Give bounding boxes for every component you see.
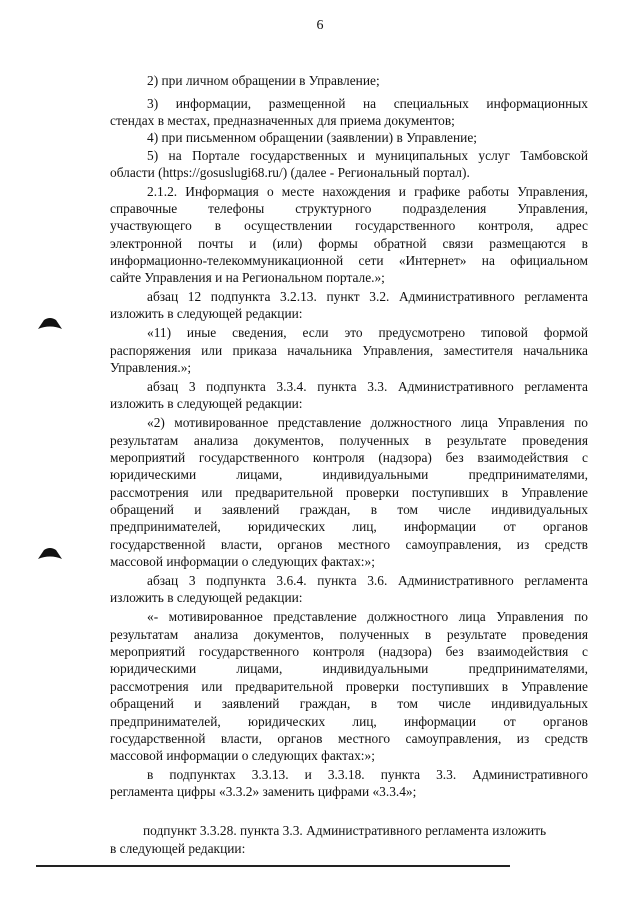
footer-rule: [36, 865, 510, 867]
text-line: в подпунктах 3.3.13. и 3.3.18. пункта 3.3. Административного: [147, 767, 588, 782]
text-line: изложить в следующей редакции:: [110, 590, 303, 605]
text-line: юридическими лицами, индивидуальными предпринимателями,: [110, 467, 588, 482]
text-line: абзац 3 подпункта 3.3.4. пункта 3.3. Административного регламента: [147, 379, 588, 394]
margin-mark-icon: [38, 548, 62, 559]
text-line: государственной власти, органов местного самоуправления, из средств: [110, 537, 588, 552]
text-line: стендах в местах, предназначенных для приема документов;: [110, 113, 455, 128]
text-line: «2) мотивированное представление должностного лица Управления по: [147, 415, 588, 430]
text-line: «- мотивированное представление должностного лица Управления по: [147, 609, 588, 624]
text-line: 2.1.2. Информация о месте нахождения и графике работы Управления,: [147, 184, 588, 199]
text-line: в следующей редакции:: [110, 841, 246, 856]
text-line: регламента цифры «3.3.2» заменить цифрами «3.3.4»;: [110, 784, 417, 799]
text-line: 3) информации, размещенной на специальных информационных: [147, 96, 588, 111]
text-line: результатам анализа документов, полученных в результате проведения: [110, 627, 588, 642]
text-line: мероприятий государственного контроля (надзора) без взаимодействия с: [110, 644, 588, 659]
text-line: результатам анализа документов, полученных в результате проведения: [110, 433, 588, 448]
text-line: 4) при письменном обращении (заявлении) в Управление;: [147, 130, 477, 145]
text-line: области (https://gosuslugi68.ru/) (далее - Региональный портал).: [110, 165, 470, 180]
text-line: массовой информации о следующих фактах:»;: [110, 554, 375, 569]
text-line: Управления.»;: [110, 360, 192, 375]
text-line: юридическими лицами, индивидуальными предпринимателями,: [110, 661, 588, 676]
text-line: «11) иные сведения, если это предусмотрено типовой формой: [147, 325, 588, 340]
text-line: электронной почты и (или) формы обратной связи размещаются в: [110, 236, 588, 251]
text-line: подпункт 3.3.28. пункта 3.3. Административного регламента изложить: [143, 823, 547, 838]
text-line: изложить в следующей редакции:: [110, 396, 303, 411]
text-line: изложить в следующей редакции:: [110, 306, 303, 321]
text-line: рассмотрения или предварительной проверки поступивших в Управление: [110, 485, 588, 500]
page-number: 6: [316, 18, 324, 33]
text-line: сайте Управления и на Региональном портале.»;: [110, 270, 385, 285]
text-line: мероприятий государственного контроля (надзора) без взаимодействия с: [110, 450, 588, 465]
text-line: абзац 12 подпункта 3.2.13. пункт 3.2. Административного регламента: [147, 289, 588, 304]
text-line: 2) при личном обращении в Управление;: [147, 73, 380, 88]
text-line: 5) на Портале государственных и муниципальных услуг Тамбовской: [147, 148, 588, 163]
text-line: справочные телефоны структурного подразделения Управления,: [110, 201, 588, 216]
text-line: предпринимателей, юридических лиц, информации от органов: [110, 519, 588, 534]
text-line: участвующего в осуществлении государственного контроля, адрес: [110, 218, 588, 233]
text-line: обращений и заявлений граждан, в том числе индивидуальных: [110, 502, 588, 517]
text-line: информационно-телекоммуникационной сети «Интернет» на официальном: [110, 253, 588, 268]
text-line: предпринимателей, юридических лиц, информации от органов: [110, 714, 588, 729]
text-line: распоряжения или приказа начальника Управления, заместителя начальника: [110, 343, 588, 358]
margin-mark-icon: [38, 318, 62, 329]
text-line: обращений и заявлений граждан, в том числе индивидуальных: [110, 696, 588, 711]
text-line: массовой информации о следующих фактах:»;: [110, 748, 375, 763]
text-line: государственной власти, органов местного самоуправления, из средств: [110, 731, 588, 746]
text-line: абзац 3 подпункта 3.6.4. пункта 3.6. Административного регламента: [147, 573, 588, 588]
text-line: рассмотрения или предварительной проверки поступивших в Управление: [110, 679, 588, 694]
